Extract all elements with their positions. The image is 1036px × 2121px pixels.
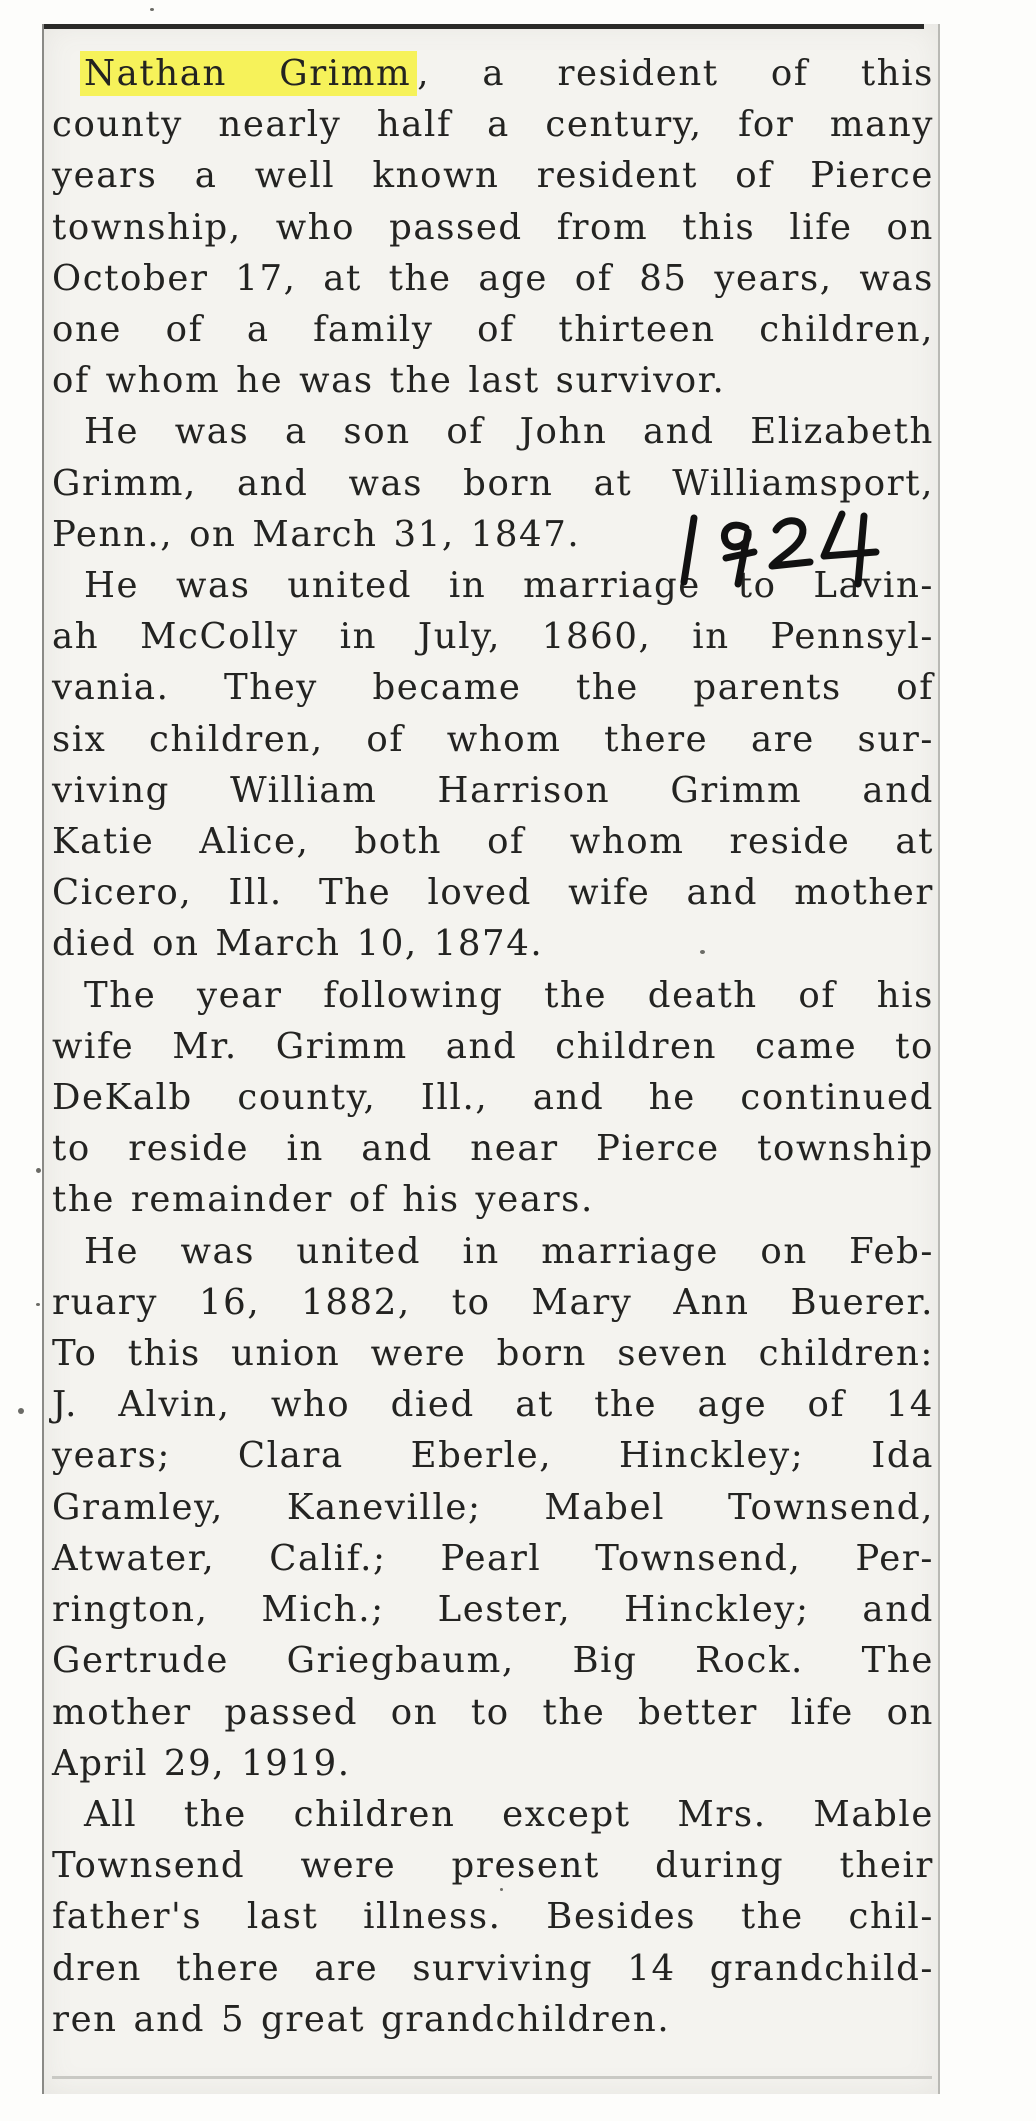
text-line: years a well known resident of Pierce (52, 155, 934, 197)
text-line: Gertrude Griegbaum, Big Rock. The (52, 1640, 934, 1682)
text-line: J. Alvin, who died at the age of 14 (52, 1384, 934, 1426)
text-line: vania. They became the parents of (52, 667, 934, 709)
top-rule (44, 24, 924, 29)
text-line: dren there are surviving 14 grandchild- (52, 1947, 934, 1989)
paragraph-6 (52, 1789, 934, 2045)
text-line: Gramley, Kaneville; Mabel Townsend, (52, 1486, 934, 1528)
text-line: one of a family of thirteen children, (52, 309, 934, 351)
text-line: mother passed on to the better life on (52, 1691, 934, 1733)
text-line: father's last illness. Besides the chil- (52, 1896, 934, 1938)
text-line: All the children except Mrs. Mable (84, 1793, 934, 1835)
text-line: the remainder of his years. (52, 1179, 594, 1221)
text-line: He was united in marriage to Lavin- (84, 565, 934, 607)
text-line: April 29, 1919. (52, 1742, 351, 1784)
obituary-column (52, 48, 934, 2045)
text-line: township, who passed from this life on (52, 206, 934, 248)
text-line: rington, Mich.; Lester, Hinckley; and (52, 1589, 934, 1631)
handwritten-year-annotation (680, 500, 910, 590)
text-line: six children, of whom there are sur- (52, 718, 934, 760)
text-line: Cicero, Ill. The loved wife and mother (52, 872, 934, 914)
text-line: wife Mr. Grimm and children came to (52, 1025, 934, 1067)
text-line: years; Clara Eberle, Hinckley; Ida (52, 1435, 934, 1477)
text-line: to reside in and near Pierce township (52, 1128, 934, 1170)
text-line: ren and 5 great grandchildren. (52, 1998, 671, 2040)
text-line: DeKalb county, Ill., and he continued (52, 1077, 934, 1119)
highlighted-name: Nathan Grimm (80, 51, 417, 96)
text-line: county nearly half a century, for many (52, 104, 934, 146)
text-line: To this union were born seven children: (52, 1333, 934, 1375)
text-line: ah McColly in July, 1860, in Pennsyl- (52, 616, 934, 658)
text-line: The year following the death of his (84, 974, 934, 1016)
text-line: ruary 16, 1882, to Mary Ann Buerer. (52, 1281, 934, 1323)
text-line: of whom he was the last survivor. (52, 360, 726, 402)
text-line: Townsend were present during their (52, 1845, 934, 1887)
text-line: Penn., on March 31, 1847. (52, 513, 581, 555)
text-line: viving William Harrison Grimm and (52, 769, 934, 811)
text-line: Atwater, Calif.; Pearl Townsend, Per- (52, 1537, 934, 1579)
text-line: October 17, at the age of 85 years, was (52, 257, 934, 299)
text-line: Katie Alice, both of whom reside at (52, 821, 934, 863)
bottom-edge (52, 2076, 932, 2079)
paragraph-1 (52, 48, 934, 406)
text-line: Nathan Grimm , a resident of this (52, 48, 934, 99)
text-line: died on March 10, 1874. (52, 923, 544, 965)
text-line: He was a son of John and Elizabeth (84, 411, 934, 453)
paragraph-3 (52, 560, 934, 970)
text-line: Grimm, and was born at Williamsport, (52, 462, 934, 504)
paragraph-5 (52, 1226, 934, 1789)
paragraph-4 (52, 970, 934, 1226)
text-line: He was united in marriage on Feb- (84, 1230, 934, 1272)
